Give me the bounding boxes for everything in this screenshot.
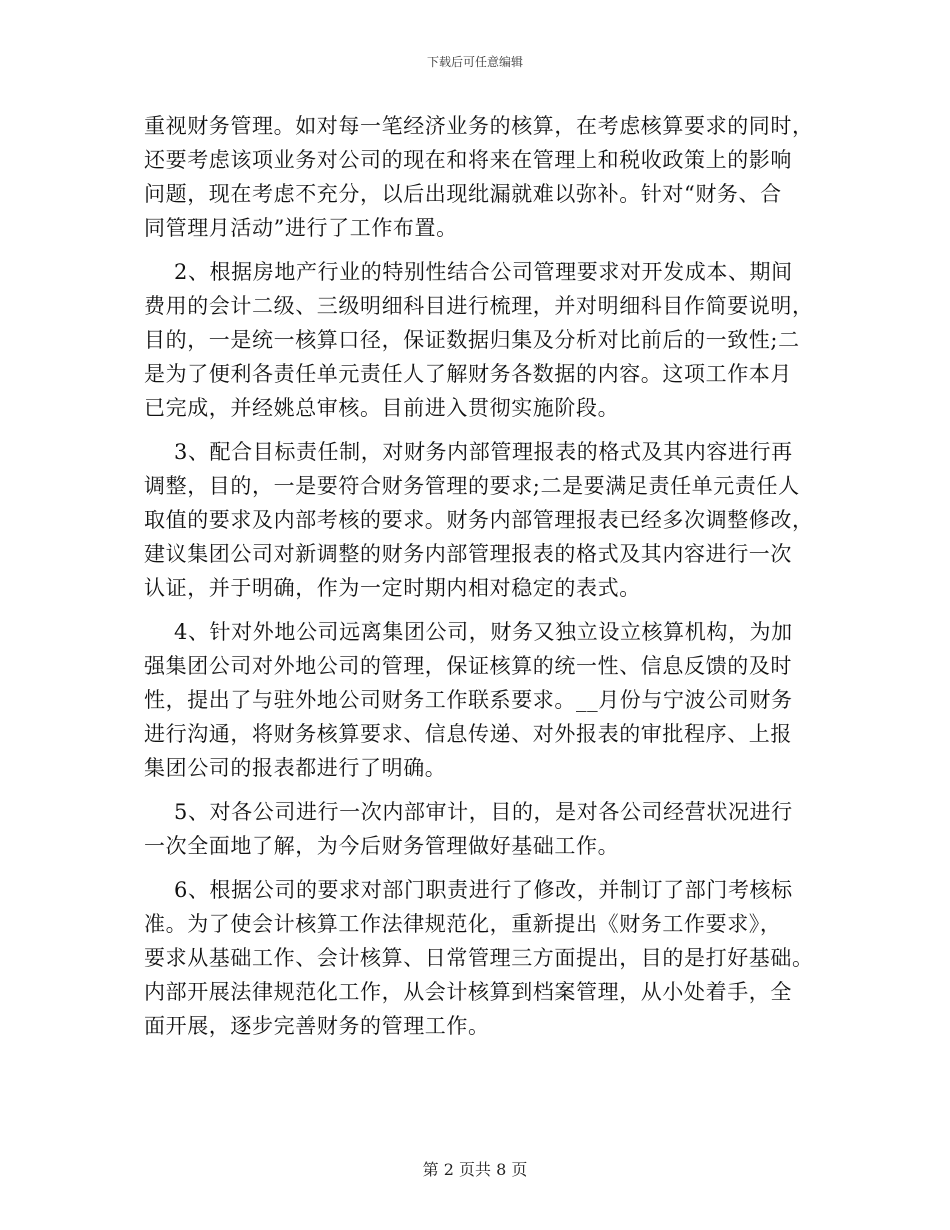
text-line: 费用的会计二级、三级明细科目进行梳理，并对明细科目作简要说明，	[144, 294, 814, 318]
text-line: 调整，目的，一是要符合财务管理的要求;二是要满足责任单元责任人	[144, 474, 800, 498]
text-line: 取值的要求及内部考核的要求。财务内部管理报表已经多次调整修改，	[144, 508, 814, 532]
text-line: 强集团公司对外地公司的管理，保证核算的统一性、信息反馈的及时	[144, 654, 792, 678]
paragraph	[144, 615, 809, 785]
document-body	[144, 109, 814, 1043]
text-line: 问题，现在考虑不充分，以后出现纰漏就难以弥补。针对“财务、合	[144, 182, 782, 206]
text-line: 一次全面地了解，为今后财务管理做好基础工作。	[144, 834, 620, 858]
text-line: 目的，一是统一核算口径，保证数据归集及分析对比前后的一致性;二	[144, 328, 800, 352]
text-line: 性，提出了与驻外地公司财务工作联系要求。__月份与宁波公司财务	[144, 688, 793, 712]
text-line: 已完成，并经姚总审核。目前进入贯彻实施阶段。	[144, 396, 620, 420]
paragraph	[144, 795, 809, 863]
paragraph	[144, 873, 814, 1043]
page-header: 下载后可任意编辑	[426, 55, 523, 69]
text-line: 6、根据公司的要求对部门职责进行了修改，并制订了部门考核标	[174, 878, 793, 902]
text-line: 同管理月活动”进行了工作布置。	[144, 216, 458, 240]
paragraph	[144, 109, 814, 245]
text-line: 是为了便利各责任单元责任人了解财务各数据的内容。这项工作本月	[144, 362, 792, 386]
text-line: 准。为了使会计核算工作法律规范化，重新提出《财务工作要求》，	[144, 912, 782, 936]
text-line: 4、针对外地公司远离集团公司，财务又独立设立核算机构，为加	[174, 620, 793, 644]
text-line: 内部开展法律规范化工作，从会计核算到档案管理，从小处着手，全	[144, 980, 792, 1004]
text-line: 重视财务管理。如对每一笔经济业务的核算，在考虑核算要求的同时，	[144, 114, 814, 138]
text-line: 3、配合目标责任制，对财务内部管理报表的格式及其内容进行再	[174, 440, 793, 464]
text-line: 认证，并于明确，作为一定时期内相对稳定的表式。	[144, 576, 641, 600]
text-line: 2、根据房地产行业的特别性结合公司管理要求对开发成本、期间	[174, 260, 793, 284]
text-line: 还要考虑该项业务对公司的现在和将来在管理上和税收政策上的影响	[144, 148, 792, 172]
text-line: 建议集团公司对新调整的财务内部管理报表的格式及其内容进行一次	[144, 542, 792, 566]
text-line: 要求从基础工作、会计核算、日常管理三方面提出，目的是打好基础。	[144, 946, 814, 970]
text-line: 进行沟通，将财务核算要求、信息传递、对外报表的审批程序、上报	[144, 722, 792, 746]
text-line: 集团公司的报表都进行了明确。	[144, 756, 447, 780]
page-number: 第 2 页共 8 页	[422, 1160, 528, 1179]
paragraph	[144, 435, 814, 605]
text-line: 面开展，逐步完善财务的管理工作。	[144, 1014, 490, 1038]
paragraph	[144, 255, 814, 425]
text-line: 5、对各公司进行一次内部审计，目的，是对各公司经营状况进行	[174, 800, 793, 824]
